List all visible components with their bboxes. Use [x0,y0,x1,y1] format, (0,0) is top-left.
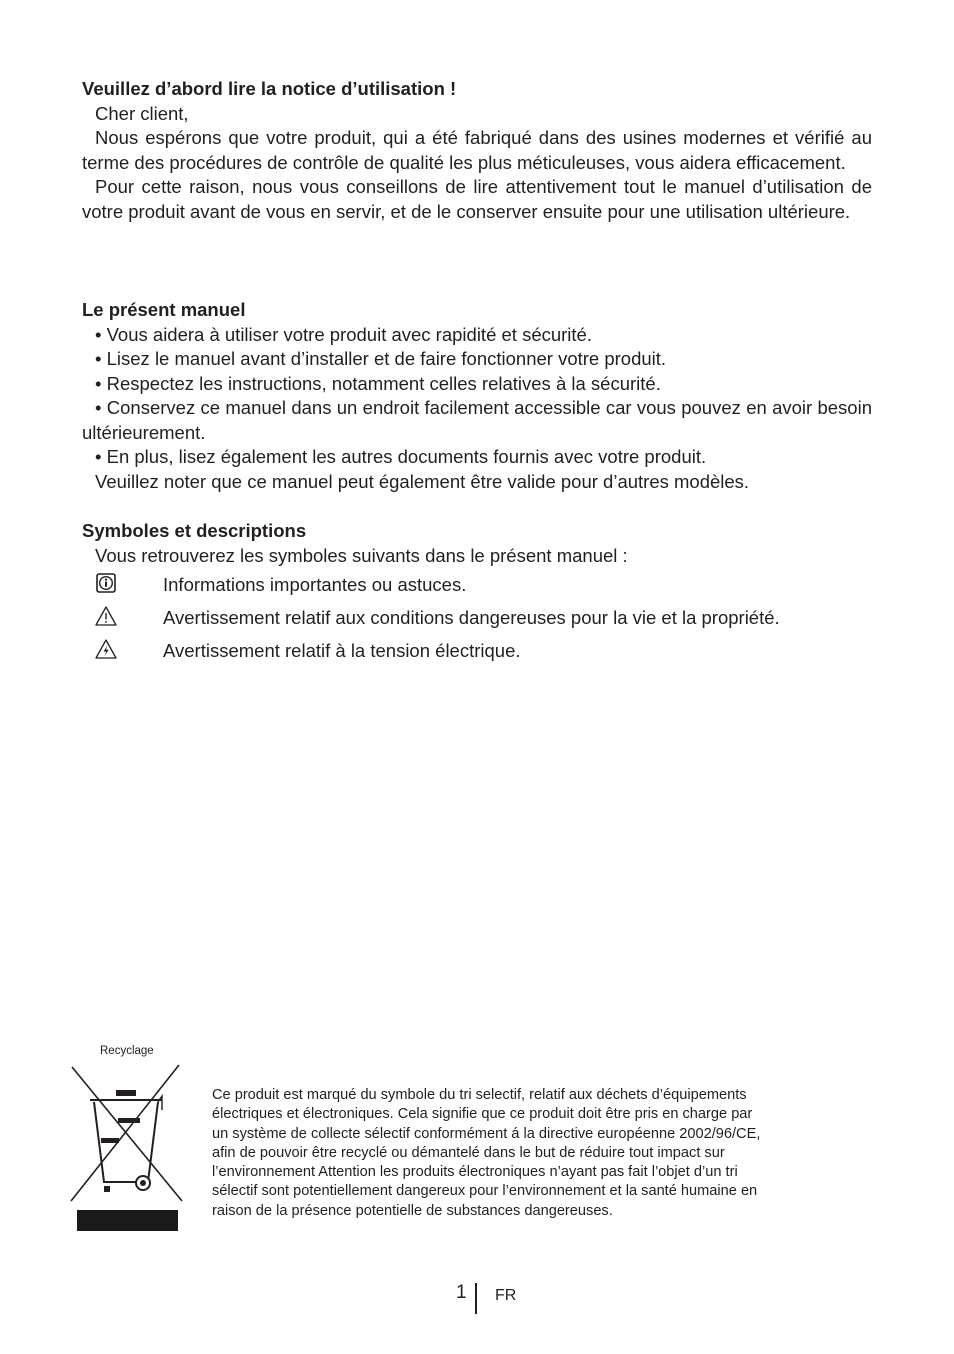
page-footer [0,1282,954,1316]
language-code: FR [495,1287,517,1304]
manual-bullet: • En plus, lisez également les autres documents fournis avec votre produit. [95,446,707,467]
intro-paragraph-2: Pour cette raison, nous vous conseillons de lire attentivement tout le manuel d’utilisation de votre produit avant de vous en servir, et de le conserver ensuite pour une utilisation ultérieure. [82,176,872,222]
intro-heading: Veuillez d’abord lire la notice d’utilisation ! [82,78,457,99]
manual-bullet: • Vous aidera à utiliser votre produit avec rapidité et sécurité. [95,323,592,345]
manual-bullet: • Respectez les instructions, notamment celles relatives à la sécurité. [95,372,661,394]
symbols-heading: Symboles et descriptions [82,520,307,541]
symbol-item-electric [82,634,872,667]
symbol-item-info [82,568,872,601]
symbols-section [82,519,872,667]
symbols-intro: Vous retrouverez les symboles suivants dans le présent manuel : [95,544,628,566]
recycling-line: un système de collecte sélectif conformément á la directive européenne 2002/96/CE, [212,1125,761,1142]
footer-divider [475,1283,477,1314]
symbol-description: Avertissement relatif aux conditions dangereuses pour la vie et la propriété. [163,607,780,628]
manual-section [82,298,872,494]
recycling-line: sélectif sont potentiellement dangereux pour l’environnement et la santé humaine en [212,1183,758,1200]
symbol-item-warning [82,601,872,634]
recycling-line: Ce produit est marqué du symbole du tri selectif, relatif aux déchets d’équipements [212,1087,747,1103]
recycling-line: l’environnement Attention les produits électroniques n’ayant pas fait l’objet d’un tri [212,1164,738,1181]
manual-bullet: • Conservez ce manuel dans un endroit facilement accessible car vous pouvez en avoir besoin ultérieurement. [82,397,872,443]
info-icon [95,572,117,594]
page-number: 1 [456,1282,467,1303]
recycling-line: raison de la présence potentielle de substances dangereuses. [212,1202,613,1219]
manual-heading: Le présent manuel [82,299,246,320]
intro-section [82,77,872,224]
warning-icon [95,605,117,627]
manual-bullet: • Lisez le manuel avant d’installer et de faire fonctionner votre produit. [95,348,667,369]
greeting: Cher client, [95,102,189,124]
recycling-line: électriques et électroniques. Cela signifie que ce produit doit être pris en charge par [212,1106,753,1123]
electric-warning-icon [95,638,117,660]
recycling-text [212,1086,832,1221]
symbol-description: Informations importantes ou astuces. [163,574,467,595]
crossed-out-bin-icon [68,1062,184,1234]
manual-note: Veuillez noter que ce manuel peut également être valide pour d’autres modèles. [95,470,750,492]
recycling-line: afin de pouvoir être recyclé ou démantelé dans le but de réduire tout impact sur [212,1144,725,1161]
symbol-description: Avertissement relatif à la tension électrique. [163,640,521,661]
recycling-label: Recyclage [100,1045,154,1057]
intro-paragraph-1: Nous espérons que votre produit, qui a été fabriqué dans des usines modernes et vérifié au terme des procédures de contrôle de qualité les plus méticuleuses, vous aidera efficacement. [82,127,872,173]
